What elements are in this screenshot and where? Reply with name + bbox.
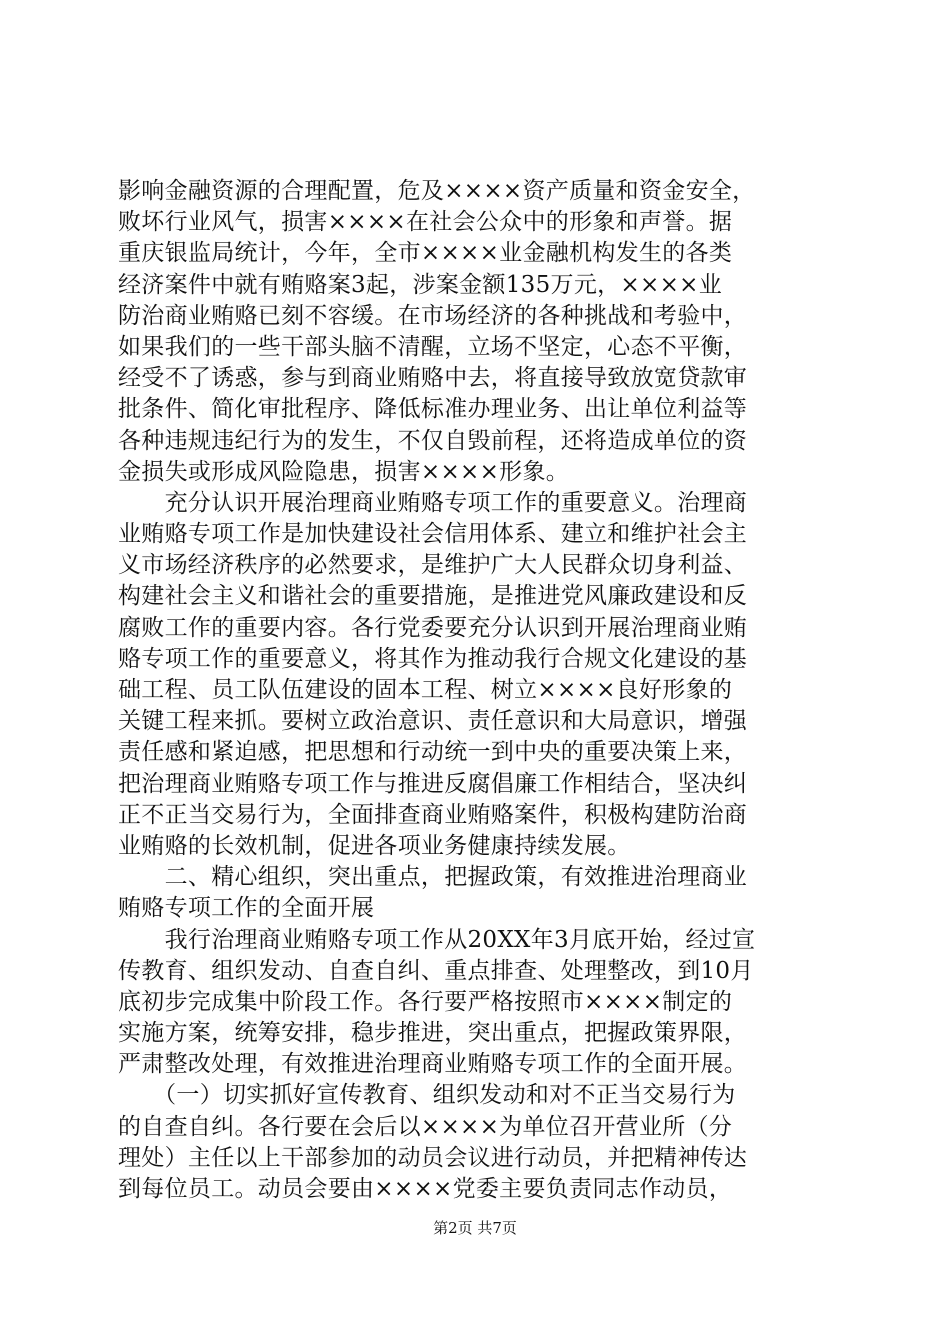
text-line: 经受不了诱惑，参与到商业贿赂中去，将直接导致放宽贷款审: [118, 365, 748, 392]
text-line: 如果我们的一些干部头脑不清醒，立场不坚定，心态不平衡，: [118, 333, 748, 360]
text-line: 实施方案，统筹安排，稳步推进，突出重点，把握政策界限，: [118, 1020, 748, 1047]
section-heading-line: 贿赂专项工作的全面开展: [118, 895, 375, 922]
text-line: 底初步完成集中阶段工作。各行要严格按照市××××制定的: [118, 988, 733, 1015]
text-line: 重庆银监局统计，今年，全市××××业金融机构发生的各类: [118, 240, 733, 267]
document-body: [118, 176, 838, 1205]
text-line: 关键工程来抓。要树立政治意识、责任意识和大局意识，增强: [118, 708, 748, 735]
text-line: 到每位员工。动员会要由××××党委主要负责同志作动员，: [118, 1176, 733, 1202]
text-line: 严肃整改处理，有效推进治理商业贿赂专项工作的全面开展。: [118, 1051, 748, 1078]
text-line: 正不正当交易行为，全面排查商业贿赂案件，积极构建防治商: [118, 801, 748, 828]
text-line: 腐败工作的重要内容。各行党委要充分认识到开展治理商业贿: [118, 614, 748, 641]
text-line: 防治商业贿赂已刻不容缓。在市场经济的各种挑战和考验中，: [118, 302, 748, 329]
text-line: 责任感和紧迫感，把思想和行动统一到中央的重要决策上来，: [118, 739, 748, 766]
text-line: 传教育、组织发动、自查自纠、重点排查、处理整改，到10月: [118, 957, 754, 984]
text-line: 理处）主任以上干部参加的动员会议进行动员，并把精神传达: [118, 1144, 748, 1171]
text-line: 各种违规违纪行为的发生，不仅自毁前程，还将造成单位的资: [118, 427, 748, 454]
text-line: 影响金融资源的合理配置，危及××××资产质量和资金安全，: [118, 178, 756, 204]
text-line: 把治理商业贿赂专项工作与推进反腐倡廉工作相结合，坚决纠: [118, 770, 748, 797]
subsection-heading-line: （一）切实抓好宣传教育、组织发动和对不正当交易行为: [118, 1082, 736, 1109]
section-heading-line: 二、精心组织，突出重点，把握政策，有效推进治理商业: [118, 864, 748, 891]
text-line: 赂专项工作的重要意义，将其作为推动我行合规文化建设的基: [118, 645, 748, 672]
text-line: 构建社会主义和谐社会的重要措施，是推进党风廉政建设和反: [118, 583, 748, 610]
text-line: 业贿赂专项工作是加快建设社会信用体系、建立和维护社会主: [118, 521, 748, 548]
page-number-footer: 第2页 共7页: [433, 1219, 517, 1237]
text-line: 败坏行业风气，损害××××在社会公众中的形象和声誉。据: [118, 209, 733, 236]
text-line: 础工程、员工队伍建设的固本工程、树立××××良好形象的: [118, 677, 733, 703]
text-line: 批条件、简化审批程序、降低标准办理业务、出让单位利益等: [118, 396, 748, 423]
text-line: 业贿赂的长效机制，促进各项业务健康持续发展。: [118, 832, 631, 859]
text-line: 的自查自纠。各行要在会后以××××为单位召开营业所（分: [118, 1113, 733, 1140]
text-line: 充分认识开展治理商业贿赂专项工作的重要意义。治理商: [118, 489, 748, 516]
text-line: 我行治理商业贿赂专项工作从20XX年3月底开始，经过宣: [118, 926, 756, 953]
text-line: 经济案件中就有贿赂案3起，涉案金额135万元，××××业: [118, 271, 723, 298]
text-line: 义市场经济秩序的必然要求，是维护广大人民群众切身利益、: [118, 552, 748, 579]
text-line: 金损失或形成风险隐患，损害××××形象。: [118, 458, 570, 485]
